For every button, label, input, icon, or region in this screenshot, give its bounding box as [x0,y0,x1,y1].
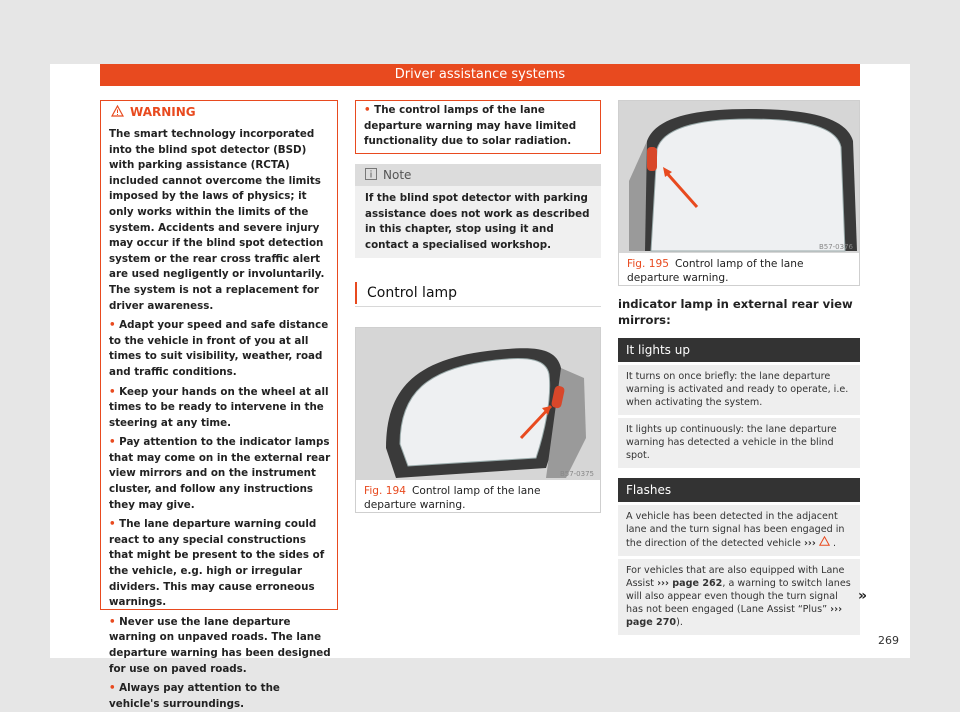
note-header [355,164,601,186]
table-row: It turns on once briefly: the lane departure warning is activated and ready to operate, i.e. when activating the system. [618,365,860,415]
warning-bullet: • Always pay attention to the vehicle's surroundings. [109,682,280,710]
section-divider [355,306,601,307]
chapter-header: Driver assistance systems [100,64,860,86]
figure-caption: Fig. 195 Control lamp of the lane departure warning. [627,258,804,284]
section-title: Control lamp [355,282,601,304]
continue-mark: » [858,588,868,604]
warning-bullet: • Adapt your speed and safe distance to the vehicle in front of you at all times to suit visibility, weather, road and traffic conditions. [109,319,329,378]
warning-triangle-icon [819,538,833,549]
table-header-flashes: Flashes [618,478,860,502]
indicator-intro: indicator lamp in external rear view mirrors: [618,297,853,327]
figure-194 [355,327,601,513]
table-row: It lights up continuously: the lane departure warning has detected a vehicle in the blind spot. [618,418,860,468]
page-reference-link[interactable]: ››› page 270 [626,604,843,628]
mirror-image [356,328,600,480]
warning-bullet: • Never use the lane departure warning on unpaved roads. The lane departure warning has been designed for use on paved roads. [109,615,331,675]
warning-continued-box: • The control lamps of the lane departure warning may have limited functionality due to solar radiation. [355,100,601,154]
figure-label: Fig. 195 [627,258,669,270]
table-header-lights-up: It lights up [618,338,860,362]
warning-bullet: • The lane departure warning could react to any special constructions that might be present to the sides of the vehicle, e.g. high or irregular dividers. This may cause erroneous warnings. [109,518,325,609]
table-row: For vehicles that are also equipped with Lane Assist ››› page 262, a warning to switch lanes will also appear even though the turn signal has not been engaged (Lane Assist “Plus” ››› page 270). [618,559,860,635]
figure-195 [618,100,860,286]
middle-column [355,100,601,513]
warning-body [101,123,337,712]
figure-code: B57-0376 [818,243,853,251]
figure-code: B57-0375 [559,470,594,478]
figure-caption: Fig. 194 Control lamp of the lane departure warning. [364,485,541,511]
page-reference-link[interactable]: ››› page 262 [657,578,723,589]
warning-bullet: • Pay attention to the indicator lamps that may come on in the external rear view mirrors and on the instrument cluster, and follow any instructions they may give. [109,436,331,511]
figure-label: Fig. 194 [364,485,406,497]
warning-intro: The smart technology incorporated into the blind spot detector (BSD) with parking assistance (RCTA) included cannot overcome the limits imposed by the laws of physics; it only works within the limits of the system. Accidents and severe injury may occur if the blind spot detection system or the rear cross traffic alert are used negligently or involuntarily. The system is not a replacement for driver awareness. [109,128,325,312]
page-number: 269 [878,634,899,647]
table-row: A vehicle has been detected in the adjacent lane and the turn signal has been engaged in the direction of the detected vehicle ››› . [618,505,860,556]
info-icon [365,168,377,183]
note-text: If the blind spot detector with parking assistance does not work as described in this chapter, stop using it and contact a specialised workshop. [365,192,590,251]
warning-label: WARNING [130,105,196,119]
warning-bullet: • Keep your hands on the wheel at all times to be ready to intervene in the steering at any time. [109,385,329,429]
warning-reference-link[interactable]: ››› [803,538,816,549]
warning-continued-text: The control lamps of the lane departure warning may have limited functionality due to solar radiation. [364,104,577,148]
right-column [618,100,860,635]
mirror-image [619,101,859,253]
note-label: Note [383,168,412,182]
warning-header [101,101,337,123]
warning-box [100,100,338,710]
warning-triangle-icon [111,105,124,120]
note-box [355,164,601,258]
